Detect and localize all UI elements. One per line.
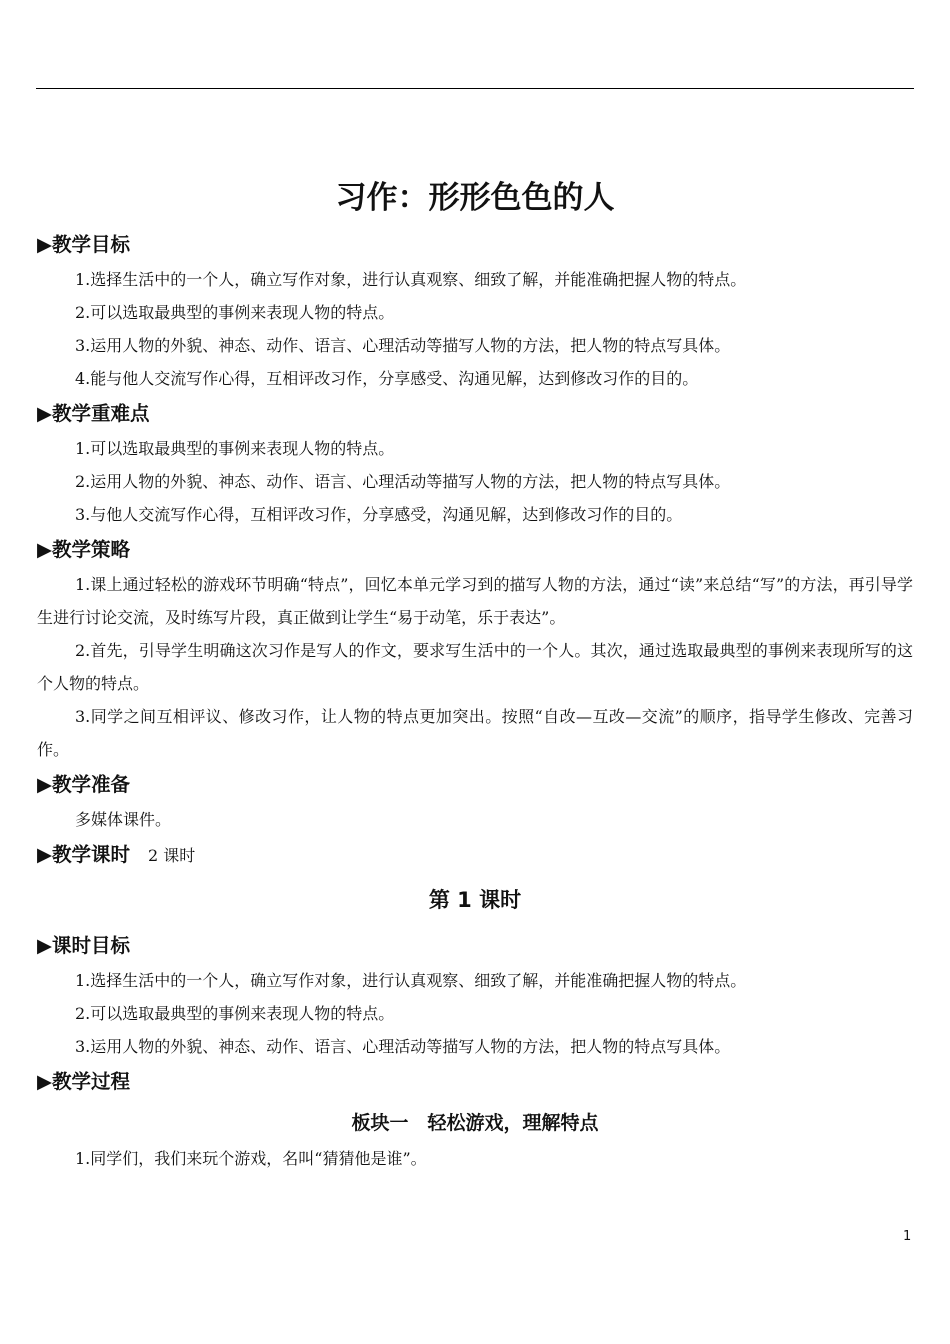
key-point-item: 2.运用人物的外貌、神态、动作、语言、心理活动等描写人物的方法，把人物的特点写具体。 (75, 472, 731, 491)
preparation-text: 多媒体课件。 (75, 810, 172, 829)
strategy-item: 3.同学之间互相评议、修改习作，让人物的特点更加突出。按照“自改—互改—交流”的顺序，指导学生修改、完善习作。 (37, 707, 913, 759)
key-point-item: 1.可以选取最典型的事例来表现人物的特点。 (75, 439, 395, 458)
hours-label: ▶教学课时 (37, 843, 130, 866)
lesson-goal-item: 1.选择生活中的一个人，确立写作对象，进行认真观察、细致了解，并能准确把握人物的特点。 (75, 971, 747, 990)
page-number: 1 (903, 1229, 912, 1244)
key-point-item: 3.与他人交流写作心得，互相评改习作，分享感受，沟通见解，达到修改习作的目的。 (75, 505, 683, 524)
lesson-goal-item: 3.运用人物的外貌、神态、动作、语言、心理活动等描写人物的方法，把人物的特点写具体。 (75, 1037, 731, 1056)
section-heading-process: ▶教学过程 (37, 1070, 130, 1093)
section-heading-strategy: ▶教学策略 (37, 538, 130, 561)
document-title: 习作：形形色色的人 (335, 180, 615, 216)
goal-item: 4.能与他人交流写作心得，互相评改习作，分享感受、沟通见解，达到修改习作的目的。 (75, 369, 699, 388)
header-rule (36, 88, 914, 89)
section-heading-hours (37, 836, 913, 873)
strategy-item: 2.首先，引导学生明确这次习作是写人的作文，要求写生活中的一个人。其次，通过选取最典型的事例来表现所写的这个人物的特点。 (37, 641, 913, 693)
block-title: 板块一 轻松游戏，理解特点 (351, 1112, 599, 1134)
section-heading-goals: ▶教学目标 (37, 233, 130, 256)
document-body (37, 176, 913, 1175)
goal-item: 3.运用人物的外貌、神态、动作、语言、心理活动等描写人物的方法，把人物的特点写具体。 (75, 336, 731, 355)
goal-item: 2.可以选取最典型的事例来表现人物的特点。 (75, 303, 395, 322)
strategy-item: 1.课上通过轻松的游戏环节明确“特点”，回忆本单元学习到的描写人物的方法，通过“读”来总结“写”的方法，再引导学生进行讨论交流，及时练写片段，真正做到让学生“易于动笔，乐于表达”。 (37, 575, 913, 627)
process-item: 1.同学们，我们来玩个游戏，名叫“猜猜他是谁”。 (75, 1149, 427, 1168)
section-heading-key-points: ▶教学重难点 (37, 402, 150, 425)
section-heading-lesson-goals: ▶课时目标 (37, 934, 130, 957)
hours-value: 2 课时 (148, 846, 196, 865)
lesson-title: 第 1 课时 (428, 888, 522, 912)
lesson-goal-item: 2.可以选取最典型的事例来表现人物的特点。 (75, 1004, 395, 1023)
section-heading-preparation: ▶教学准备 (37, 773, 130, 796)
goal-item: 1.选择生活中的一个人，确立写作对象，进行认真观察、细致了解，并能准确把握人物的特点。 (75, 270, 747, 289)
